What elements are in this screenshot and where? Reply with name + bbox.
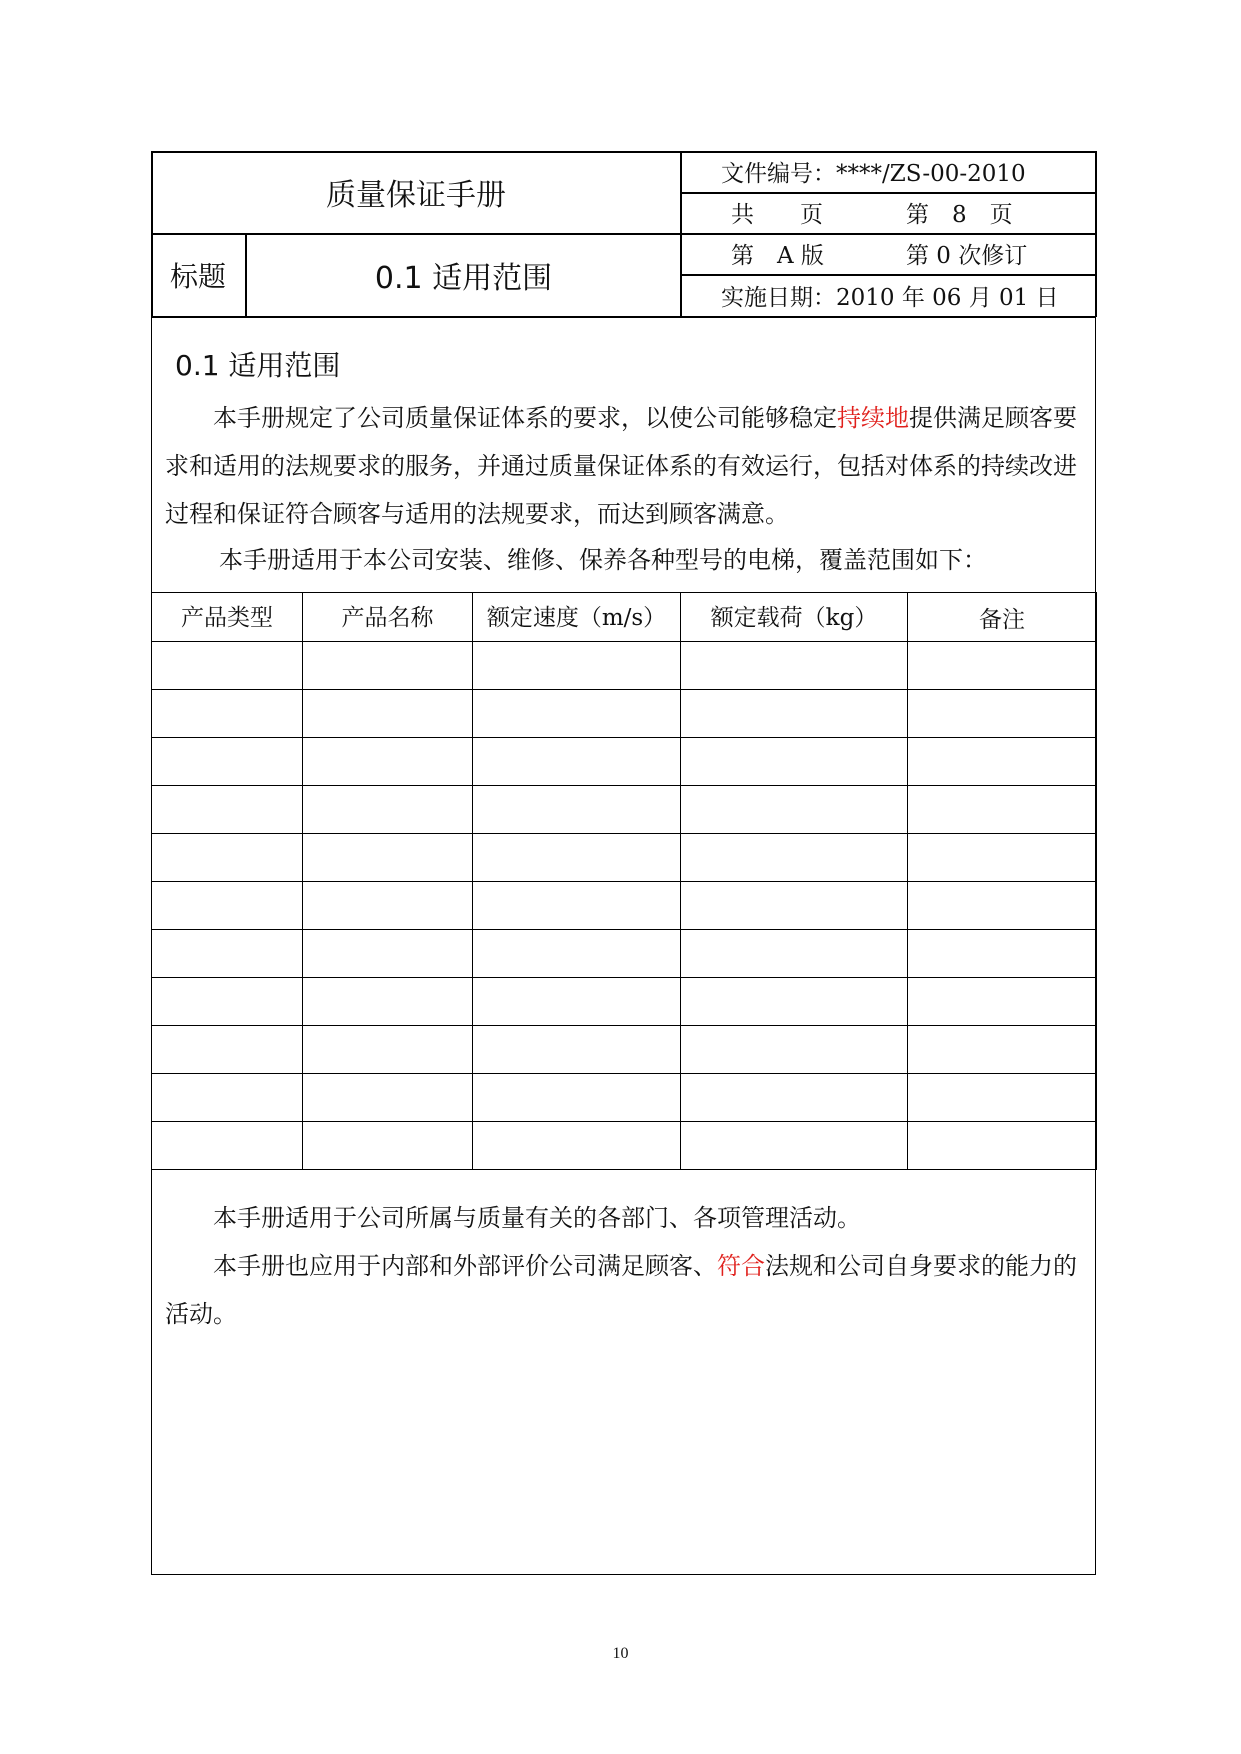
table-cell (152, 642, 303, 690)
table-cell (473, 738, 681, 786)
table-cell (473, 882, 681, 930)
body-heading: 0.1 适用范围 (175, 349, 341, 382)
edition-row (681, 233, 1096, 274)
table-row (152, 834, 1097, 882)
paragraph-2: 本手册适用于本公司安装、维修、保养各种型号的电梯，覆盖范围如下： (219, 546, 987, 574)
column-header-product-type: 产品类型 (152, 593, 303, 642)
table-row (152, 1122, 1097, 1170)
column-header-product-name: 产品名称 (303, 593, 473, 642)
table-cell (681, 1074, 908, 1122)
table-cell (473, 930, 681, 978)
table-cell (681, 978, 908, 1026)
table-cell (303, 1074, 473, 1122)
revision: 第 0 次修订 (906, 243, 1028, 269)
table-cell (303, 690, 473, 738)
table-row (152, 690, 1097, 738)
table-row (152, 1026, 1097, 1074)
table-cell (908, 1122, 1097, 1170)
table-row (152, 1074, 1097, 1122)
table-cell (473, 834, 681, 882)
table-cell (152, 690, 303, 738)
paragraph-4-start: 本手册也应用于内部和外部评价公司满足顾客、 (213, 1252, 717, 1280)
table-cell (152, 738, 303, 786)
table-cell (303, 642, 473, 690)
table-cell (152, 930, 303, 978)
table-cell (908, 930, 1097, 978)
table-cell (303, 978, 473, 1026)
table-cell (908, 738, 1097, 786)
table-cell (303, 1122, 473, 1170)
paragraph-4-highlight: 符合 (717, 1252, 765, 1280)
table-cell (681, 786, 908, 834)
table-cell (681, 930, 908, 978)
table-cell (681, 690, 908, 738)
table-cell (473, 786, 681, 834)
table-cell (152, 882, 303, 930)
table-cell (908, 1026, 1097, 1074)
product-table (151, 592, 1097, 1170)
table-row (152, 738, 1097, 786)
paragraph-3: 本手册适用于公司所属与质量有关的各部门、各项管理活动。 (213, 1204, 861, 1232)
column-header-rated-load: 额定载荷（kg） (681, 593, 908, 642)
paragraph-1 (165, 394, 1085, 538)
page-no: 第 8 页 (906, 202, 1013, 228)
paragraph-4 (165, 1242, 1085, 1338)
table-cell (473, 690, 681, 738)
table-header-row (152, 593, 1097, 642)
table-cell (681, 1026, 908, 1074)
page-info-row (681, 192, 1096, 233)
table-cell (908, 642, 1097, 690)
manual-title: 质量保证手册 (326, 178, 506, 213)
table-cell (908, 1074, 1097, 1122)
table-cell (303, 882, 473, 930)
total-pages: 共 页 (731, 202, 823, 228)
table-row (152, 786, 1097, 834)
table-cell (303, 786, 473, 834)
edition: 第 A 版 (731, 243, 824, 269)
table-cell (303, 738, 473, 786)
table-cell (908, 690, 1097, 738)
table-cell (473, 642, 681, 690)
doc-number: 文件编号：****/ZS-00-2010 (721, 161, 1026, 187)
title-label: 标题 (169, 260, 226, 293)
table-cell (303, 834, 473, 882)
table-cell (908, 978, 1097, 1026)
table-cell (473, 1026, 681, 1074)
table-cell (681, 642, 908, 690)
effective-date: 实施日期：2010 年 06 月 01 日 (721, 285, 1059, 311)
table-cell (152, 1074, 303, 1122)
table-cell (473, 1074, 681, 1122)
paragraph-1-highlight: 持续地 (837, 404, 909, 432)
table-cell (473, 1122, 681, 1170)
table-cell (908, 834, 1097, 882)
section-title: 0.1 适用范围 (374, 261, 553, 296)
table-cell (152, 786, 303, 834)
table-cell (908, 786, 1097, 834)
table-row (152, 930, 1097, 978)
document-header (151, 151, 1096, 317)
table-cell (152, 834, 303, 882)
column-header-rated-speed: 额定速度（m/s） (473, 593, 681, 642)
page-number: 10 (612, 1645, 629, 1662)
table-cell (681, 882, 908, 930)
table-cell (681, 834, 908, 882)
table-cell (303, 1026, 473, 1074)
paragraph-4-end: 法规和公司自身要求的能力的活动。 (165, 1252, 1077, 1328)
table-cell (303, 930, 473, 978)
table-cell (152, 1122, 303, 1170)
table-cell (908, 882, 1097, 930)
table-cell (681, 1122, 908, 1170)
table-cell (152, 978, 303, 1026)
table-cell (681, 738, 908, 786)
table-row (152, 978, 1097, 1026)
table-row (152, 642, 1097, 690)
table-cell (152, 1026, 303, 1074)
table-row (152, 882, 1097, 930)
paragraph-1-start: 本手册规定了公司质量保证体系的要求，以使公司能够稳定 (213, 404, 837, 432)
column-header-remarks: 备注 (908, 593, 1097, 642)
table-cell (473, 978, 681, 1026)
paragraph-1-end: 提供满足顾客要求和适用的法规要求的服务，并通过质量保证体系的有效运行，包括对体系的持续改进过程和保证符合顾客与适用的法规要求，而达到顾客满意。 (165, 404, 1077, 528)
